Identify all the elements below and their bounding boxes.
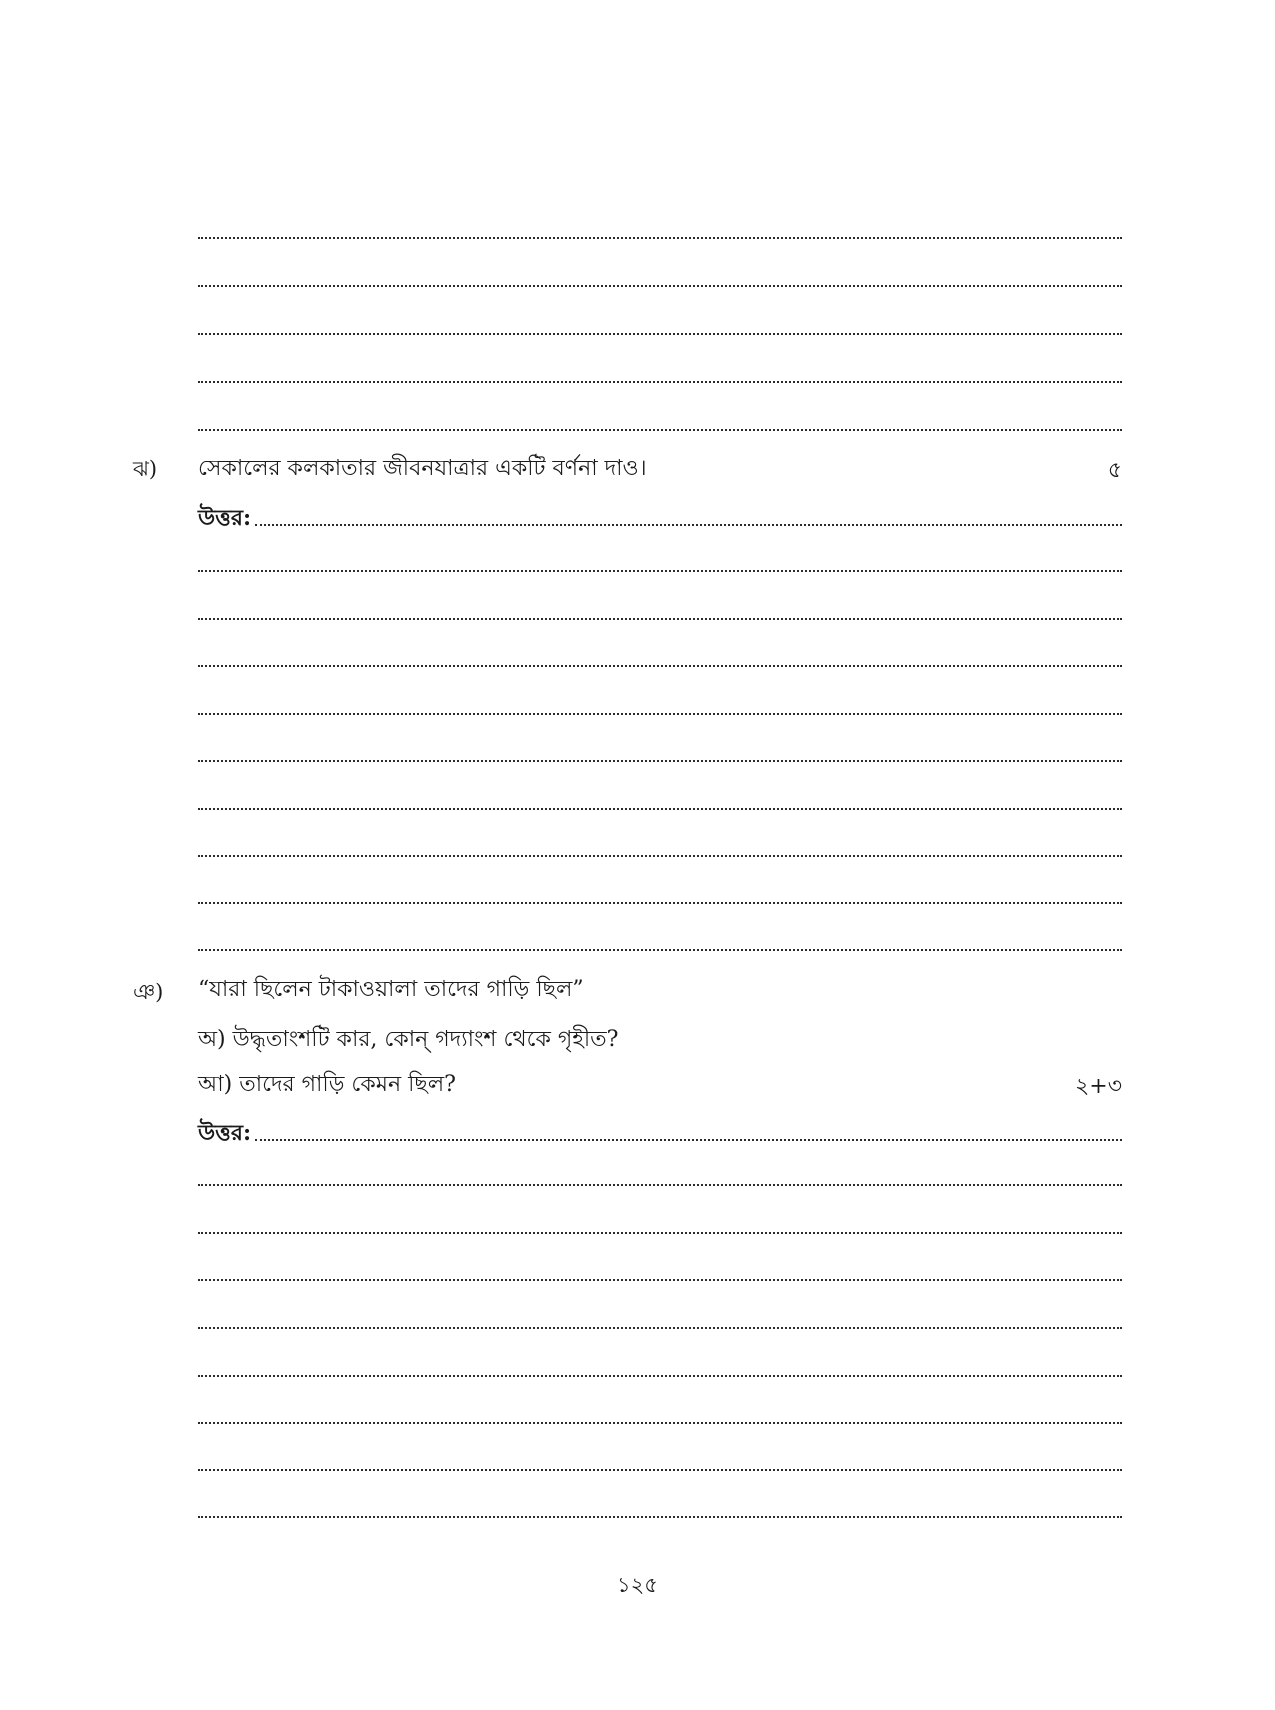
page-number: ১২৫ <box>617 1573 658 1597</box>
question-nya-sub-b: আ) তাদের গাড়ি কেমন ছিল? <box>198 1072 456 1097</box>
answer-label: উত্তর: <box>198 505 252 531</box>
answer-line[interactable] <box>198 570 1122 572</box>
question-jha-label: ঝ) <box>133 457 158 481</box>
answer-line[interactable] <box>198 949 1122 951</box>
question-jha-marks: ৫ <box>1107 458 1122 483</box>
answer-line[interactable] <box>198 1327 1122 1329</box>
answer-line[interactable] <box>198 237 1122 239</box>
answer-line[interactable] <box>198 618 1122 620</box>
answer-line[interactable] <box>198 665 1122 667</box>
answer-line[interactable] <box>198 1184 1122 1186</box>
answer-line[interactable] <box>198 333 1122 335</box>
answer-line[interactable] <box>198 855 1122 857</box>
answer-line[interactable] <box>198 1516 1122 1518</box>
question-jha-answer-row[interactable] <box>198 502 1122 532</box>
answer-line[interactable] <box>198 285 1122 287</box>
answer-line[interactable] <box>198 381 1122 383</box>
answer-line[interactable] <box>198 1375 1122 1377</box>
question-nya-marks: ২+৩ <box>1074 1074 1122 1099</box>
answer-line[interactable] <box>198 429 1122 431</box>
answer-line[interactable] <box>198 1469 1122 1471</box>
question-nya-quote: “যারা ছিলেন টাকাওয়ালা তাদের গাড়ি ছিল” <box>198 977 584 1002</box>
answer-line[interactable] <box>198 1279 1122 1281</box>
answer-line[interactable] <box>255 524 1122 526</box>
question-nya-label: ঞ) <box>133 980 164 1004</box>
answer-line[interactable] <box>198 902 1122 904</box>
answer-line[interactable] <box>198 808 1122 810</box>
answer-line[interactable] <box>198 1422 1122 1424</box>
question-jha-text: সেকালের কলকাতার জীবনযাত্রার একটি বর্ণনা দাও। <box>198 456 647 481</box>
answer-line[interactable] <box>198 713 1122 715</box>
answer-line[interactable] <box>255 1139 1122 1141</box>
answer-line[interactable] <box>198 1232 1122 1234</box>
answer-label: উত্তর: <box>198 1120 252 1146</box>
answer-line[interactable] <box>198 760 1122 762</box>
question-nya-sub-a: অ) উদ্ধৃতাংশটি কার, কোন্ গদ্যাংশ থেকে গৃহীত? <box>198 1027 619 1052</box>
question-nya-answer-row[interactable] <box>198 1117 1122 1147</box>
